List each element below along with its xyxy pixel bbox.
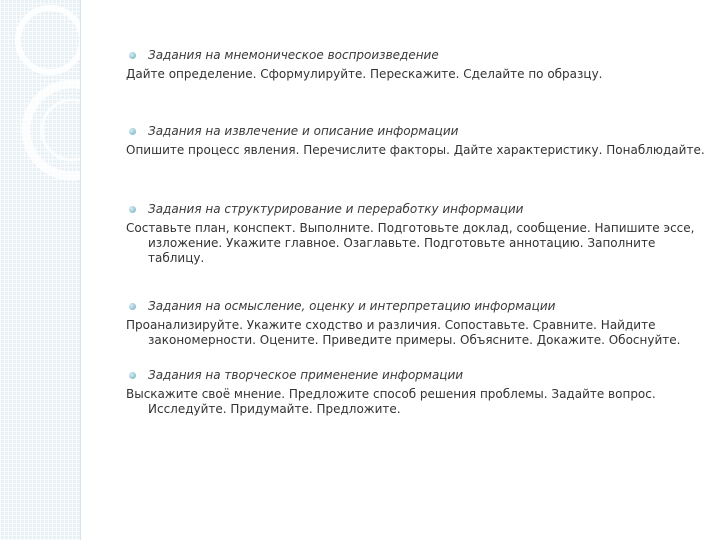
bullet-icon: [129, 52, 136, 59]
section-heading: [126, 299, 706, 314]
section-heading-text: Задания на творческое применение информации: [148, 368, 464, 382]
section-body-text: Составьте план, конспект. Выполните. Подготовьте доклад, сообщение. Напишите эссе, изложение. Укажите главное. Озаглавьте. Подготовьте аннотацию. Заполните таблицу.: [126, 221, 695, 265]
section-heading: [126, 124, 706, 139]
bullet-icon: [129, 128, 136, 135]
section-heading: [126, 368, 706, 383]
task-section-mnemonic: [126, 48, 706, 82]
task-section-extraction: [126, 124, 706, 158]
bullet-icon: [129, 303, 136, 310]
task-section-creative: [126, 368, 706, 417]
section-heading-text: Задания на структурирование и переработку информации: [148, 202, 524, 216]
task-section-comprehension: [126, 299, 706, 348]
decorative-side-panel: [0, 0, 81, 540]
bullet-icon: [129, 372, 136, 379]
section-heading-text: Задания на мнемоническое воспроизведение: [148, 48, 439, 62]
section-heading-text: Задания на извлечение и описание информации: [148, 124, 459, 138]
section-heading: [126, 48, 706, 63]
section-body-text: Проанализируйте. Укажите сходство и различия. Сопоставьте. Сравните. Найдите закономерности. Оцените. Приведите примеры. Объясните. Докажите. Обоснуйте.: [126, 318, 681, 347]
bullet-icon: [129, 206, 136, 213]
section-body-text: Выскажите своё мнение. Предложите способ решения проблемы. Задайте вопрос. Исследуйте. Придумайте. Предложите.: [126, 387, 656, 416]
section-body-text: Дайте определение. Сформулируйте. Перескажите. Сделайте по образцу.: [126, 67, 603, 81]
task-section-structuring: [126, 202, 706, 266]
decorative-circles-graphic: [0, 0, 80, 540]
section-heading-text: Задания на осмысление, оценку и интерпретацию информации: [148, 299, 556, 313]
section-body-text: Опишите процесс явления. Перечислите факторы. Дайте характеристику. Понаблюдайте.: [126, 143, 705, 157]
section-heading: [126, 202, 706, 217]
